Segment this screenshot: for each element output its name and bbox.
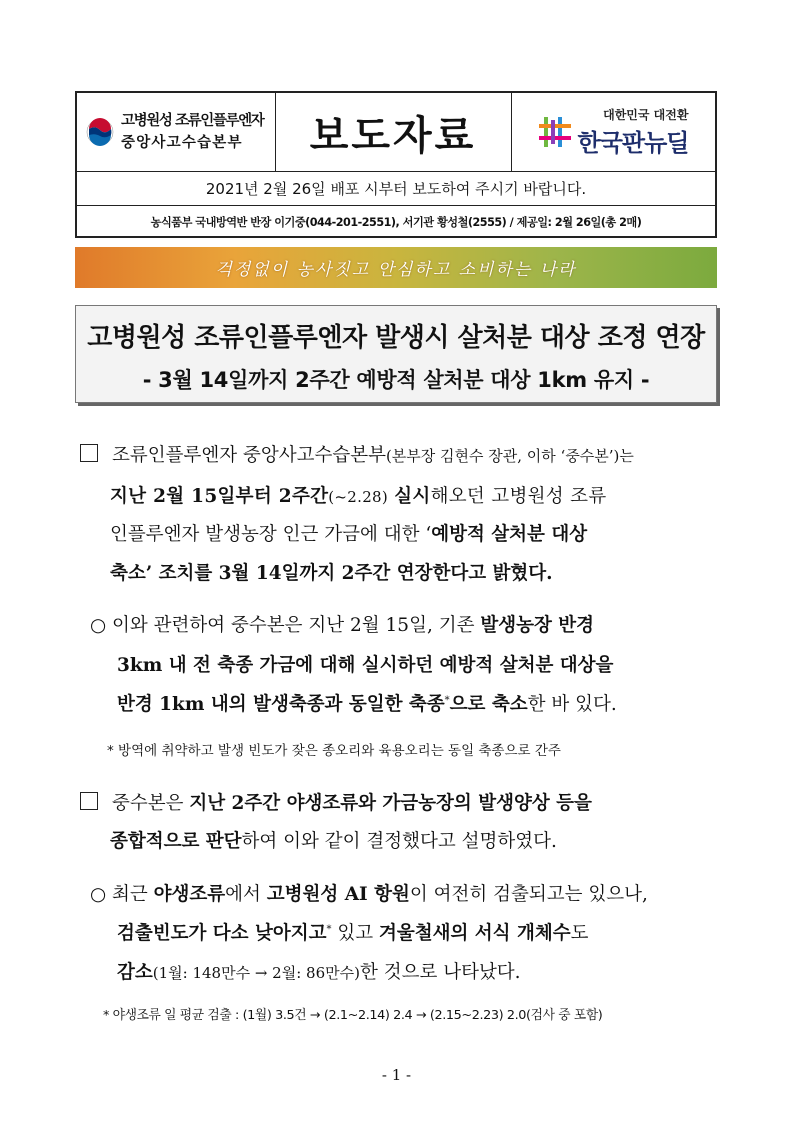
org-name-line1: 고병원성 조류인플루엔자	[121, 113, 264, 129]
p2-sub-footnote: * 야생조류 일 평균 검출 : (1월) 3.5건 → (2.1~2.14) 2.4 → (2.15~2.23) 2.0(검사 중 포함)	[103, 1008, 603, 1023]
title-cell	[275, 93, 512, 171]
p1-sub-line2: 3km 내 전 축종 가금에 대해 실시하던 예방적 살처분 대상을	[117, 655, 614, 676]
square-bullet-icon	[80, 792, 98, 810]
government-emblem-icon	[85, 117, 115, 147]
circle-bullet-icon: ○	[90, 884, 113, 905]
p1-sub-line1: ○ 이와 관련하여 중수본은 지난 2월 15일, 기존 발생농장 반경	[90, 615, 594, 636]
p1-line4: 축소’ 조치를 3월 14일까지 2주간 연장한다고 밝혔다.	[110, 563, 553, 584]
p2-line2: 종합적으로 판단하여 이와 같이 결정했다고 설명하였다.	[110, 831, 557, 852]
headline-box	[75, 305, 717, 403]
document-title: 보도자료	[309, 112, 477, 159]
org-name-line2: 중앙사고수습본부	[121, 135, 243, 151]
brand-name: 한국판뉴딜	[577, 129, 689, 157]
brand-cell	[511, 93, 715, 171]
headline-title: 고병원성 조류인플루엔자 발생시 살처분 대상 조정 연장	[87, 323, 705, 353]
slogan-text: 걱정없이 농사짓고 안심하고 소비하는 나라	[215, 260, 577, 280]
release-notice: 2021년 2월 26일 배포 시부터 보도하여 주시기 바랍니다.	[77, 171, 715, 206]
header-top-row	[77, 93, 715, 172]
org-cell	[77, 93, 276, 171]
p1-line2: 지난 2월 15일부터 2주간(~2.28) 실시해오던 고병원성 조류	[110, 486, 607, 507]
p1-sub-footnote: * 방역에 취약하고 발생 빈도가 잦은 종오리와 육용오리는 동일 축종으로 간주	[107, 743, 561, 759]
p2-sub-line2: 검출빈도가 다소 낮아지고* 있고 겨울철새의 서식 개체수도	[117, 923, 589, 944]
page-number: - 1 -	[381, 1066, 412, 1084]
p1-line1: 조류인플루엔자 중앙사고수습본부(본부장 김현수 장관, 이하 ‘중수본’)는	[80, 441, 634, 467]
circle-bullet-icon: ○	[90, 615, 113, 636]
brand-tagline: 대한민국 대전환	[603, 108, 689, 122]
headline-subtitle: - 3월 14일까지 2주간 예방적 살처분 대상 1km 유지 -	[142, 368, 650, 392]
header-table	[75, 91, 717, 238]
square-bullet-icon	[80, 444, 98, 462]
contact-info: 농식품부 국내방역반 반장 이기중(044-201-2551), 서기관 황성철(2555) / 제공일: 2월 26일(총 2매)	[150, 215, 642, 229]
p1-line3: 인플루엔자 발생농장 인근 가금에 대한 ‘예방적 살처분 대상	[110, 524, 588, 545]
slogan-banner	[75, 247, 717, 288]
p2-sub-line3: 감소(1월: 148만수 → 2월: 86만수)한 것으로 나타났다.	[117, 962, 521, 983]
p1-sub-line3: 반경 1km 내의 발생축종과 동일한 축종*으로 축소한 바 있다.	[117, 694, 617, 715]
p2-line1: 중수본은 지난 2주간 야생조류와 가금농장의 발생양상 등을	[80, 789, 592, 815]
p2-sub-line1: ○ 최근 야생조류에서 고병원성 AI 항원이 여전히 검출되고는 있으나,	[90, 884, 648, 905]
new-deal-logo-icon	[538, 115, 572, 149]
